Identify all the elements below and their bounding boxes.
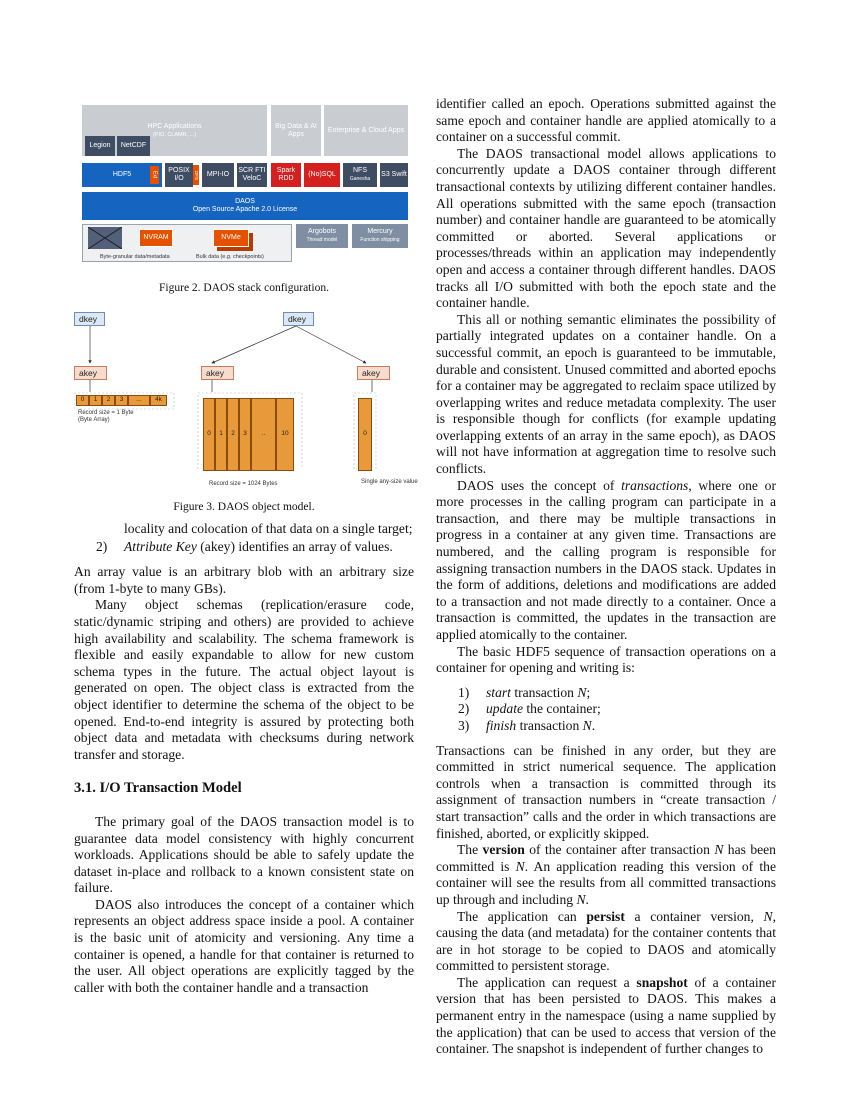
list-item <box>436 718 776 735</box>
akey-2: akey <box>201 366 234 380</box>
crossed-box <box>88 227 122 249</box>
transaction-ops-list <box>436 685 776 735</box>
left-column <box>74 96 418 996</box>
paragraph: Many object schemas (replication/erasure code, static/dynamic striping and others) are provided to achieve high availability and scalability. The schema framework is flexible and easily expandable to allow for new custom schema types in the future. The actual object layout is generated on open. The object class is extracted from the object identifier to determine the schema of the object to be opened. End-to-end integrity is assured by protecting both object data and metadata with checksums during network transfer and storage. <box>74 597 414 762</box>
nfs-box <box>343 163 377 187</box>
list-item-text: . <box>591 717 596 733</box>
posix-box <box>165 163 193 187</box>
list-number: 2) <box>96 538 108 554</box>
dfs-box <box>193 165 199 185</box>
list-number: 1) <box>458 684 470 700</box>
bigdata-label: Big Data & AI Apps <box>275 122 317 138</box>
spark-label: Spark RDD <box>276 167 296 182</box>
figure-3 <box>74 309 418 513</box>
paragraph: This all or nothing semantic eliminates the possibility of partially integrated updates on a container handle. On a successful commit, an epoch is guaranteed to be immutable, durable and consistent. Unused committed and aborted epochs for a container may be aggregated to reclaim space utilized by overlapping writes and reduce metadata complexity. The user is responsible though for conflicts (for example updating overlapping extents of an array in the same epoch), as DAOS will not have information at aggregation time to resolve such conflicts. <box>436 311 776 477</box>
n-var: N <box>577 684 587 700</box>
nvme-box <box>213 229 249 247</box>
paragraph <box>436 842 776 908</box>
attribute-key-term: Attribute Key <box>124 538 197 554</box>
nvram-label: NVRAM <box>143 234 169 241</box>
text-span: of a container version that has been persisted to DAOS. This makes a permanent entry in the namespace (using a name supplied by the application) that can be used to access that version of the container. The snapshot is independent of further changes to <box>436 974 776 1057</box>
list-item <box>436 685 776 702</box>
enterprise-label: Enterprise & Cloud Apps <box>327 126 405 134</box>
text-span: The application can <box>457 908 587 924</box>
mpiio-label: MPI-IO <box>206 171 230 178</box>
bulk-data-label: Bulk data (e.g. checkpoints) <box>196 254 264 260</box>
n-var: N <box>515 858 525 874</box>
argobots-label: Argobots <box>307 228 337 235</box>
mercury-sub: Function shipping <box>360 237 400 243</box>
daos-label: DAOS <box>235 198 255 205</box>
ext-label: Ext <box>151 171 158 179</box>
record-size-1024-label: Record size = 1024 Bytes <box>209 481 278 487</box>
list-item-cont <box>74 521 414 538</box>
legion-box <box>85 136 115 156</box>
posix-label: POSIX I/O <box>168 167 190 182</box>
byte-cell: ... <box>128 395 150 406</box>
byte-granular-label: Byte-granular data/metadata <box>100 254 170 260</box>
persist-term: persist <box>586 908 625 924</box>
n-var: N <box>763 908 773 924</box>
paragraph: An array value is an arbitrary blob with an arbitrary size (from 1-byte to many GBs). <box>74 564 414 596</box>
list-item-text: transaction <box>510 684 578 700</box>
object-key-list <box>74 521 414 555</box>
operation-term: update <box>486 701 523 717</box>
akey-3: akey <box>357 366 390 380</box>
text-span: a container version, <box>624 908 764 924</box>
byte-cell: 4k <box>150 395 167 406</box>
scr-box <box>237 163 267 187</box>
paragraph: The primary goal of the DAOS transaction model is to guarantee data model consistency with highly concurrent workloads. Applications should be able to safely update the dataset in-place and rollback to a known consistent state on failure. <box>74 813 414 896</box>
list-item <box>436 701 776 718</box>
byte-cell: 1 <box>89 395 102 406</box>
byte-cell: 2 <box>102 395 115 406</box>
list-number: 3) <box>458 717 470 733</box>
ext-box <box>150 166 159 184</box>
scr-label: SCR FTI VeloC <box>238 167 266 182</box>
list-item-text: transaction <box>516 717 583 733</box>
akey-1: akey <box>74 366 107 380</box>
list-item-text: the container; <box>523 701 601 717</box>
enterprise-box <box>324 105 408 156</box>
list-number: 2) <box>458 701 470 717</box>
n-var: N <box>714 842 724 858</box>
record-cell: 0 <box>203 398 215 471</box>
single-value-cell: 0 <box>358 398 372 471</box>
text-span: DAOS uses the concept of <box>457 477 622 493</box>
right-column <box>436 96 776 1058</box>
snapshot-term: snapshot <box>636 974 688 990</box>
nvram-box <box>139 229 173 247</box>
record-cell: 10 <box>276 398 294 471</box>
list-item-2 <box>74 539 414 556</box>
legion-label: Legion <box>89 142 111 149</box>
text-span: . An application reading this version of the container will see the results from all committed transactions up through and including <box>436 858 776 907</box>
figure-2-caption: Figure 2. DAOS stack configuration. <box>159 282 329 294</box>
text-span: has been committed is <box>436 842 776 874</box>
record-size-1-label: Record size = 1 Byte <box>78 410 134 416</box>
cross-icon <box>88 227 122 249</box>
record-cell: .. <box>251 398 276 471</box>
paragraph: The basic HDF5 sequence of transaction operations on a container for opening and writing is: <box>436 643 776 676</box>
dkey-right: dkey <box>283 312 314 326</box>
daos-sub: Open Source Apache 2.0 License <box>192 206 298 213</box>
nosql-box <box>304 163 340 187</box>
argobots-sub: Thread model <box>306 237 338 243</box>
nfs-sub: Ganesha <box>349 176 371 182</box>
mpiio-box <box>202 163 234 187</box>
bigdata-box <box>271 105 321 156</box>
figure-3-caption: Figure 3. DAOS object model. <box>173 501 315 513</box>
record-cell: 1 <box>215 398 227 471</box>
record-cell: 3 <box>239 398 251 471</box>
single-value-label: Single any-size value <box>361 479 418 485</box>
text-span: The application can request a <box>457 974 637 990</box>
argobots-box <box>296 224 348 248</box>
mercury-label: Mercury <box>367 228 393 235</box>
n-var: N <box>582 717 592 733</box>
text-span: The <box>457 842 483 858</box>
operation-term: finish <box>486 717 517 733</box>
paragraph <box>436 478 776 644</box>
paragraph <box>436 909 776 975</box>
paragraph: DAOS also introduces the concept of a container which represents an object address space inside a pool. A container is the basic unit of atomicity and versioning. Any time a container is opened, a handle for that container is returned to the user. All object operations are explicitly tagged by the caller with both the container handle and a transaction <box>74 896 414 995</box>
nosql-label: (No)SQL <box>308 171 336 178</box>
paragraph: The DAOS transactional model allows applications to concurrently update a DAOS container through different transactional contexts by utilizing different container handles. All operations submitted with the same epoch (transaction number) and container handle are guaranteed to be atomically committed or aborted. Several applications or processes/threads within an application may independently open and access a container through different handles. DAOS tracks all I/O submitted with both the epoch state and the container handle. <box>436 145 776 311</box>
list-item-text: locality and colocation of that data on a single target; <box>124 521 413 536</box>
mercury-box <box>352 224 408 248</box>
netcdf-box <box>117 136 150 156</box>
text-span: . <box>585 891 589 907</box>
dkey-left: dkey <box>74 312 105 326</box>
byte-cell: 3 <box>115 395 128 406</box>
list-item-text: (akey) identifies an array of values. <box>196 538 393 554</box>
list-item-text: ; <box>586 684 591 700</box>
n-var: N <box>576 891 586 907</box>
text-span: , causing the data (and metadata) for the container contents that are in hot storage to be copied to DAOS and atomically committed to persistent storage. <box>436 908 776 974</box>
nvme-label: NVMe <box>221 234 241 241</box>
text-span: , where one or more processes in the calling program can participate in a transaction, and there may be multiple transactions in progress in a container at any given time. Transactions are numbered, and the calling program is responsible for assigning transaction numbers in the DAOS stack. Updates in the form of additions, deletions and modifications are added to a transaction and not made directly to a container. Once a transaction is committed, the updates in the transaction are applied atomically to the container. <box>436 477 776 642</box>
byte-cell: 0 <box>76 395 89 406</box>
operation-term: start <box>486 684 511 700</box>
version-term: version <box>482 842 525 858</box>
s3-box <box>380 163 408 187</box>
hpc-apps-sub: (PIO, CLAMR, ...) <box>152 131 197 138</box>
nfs-label: NFS <box>353 167 367 174</box>
text-span: of the container after transaction <box>524 842 715 858</box>
daos-box <box>82 192 408 220</box>
paragraph: Transactions can be finished in any order, but they are committed in strict numerical sequence. The application controls when a transaction is committed through its assignment of transaction numbers in “create transaction / start transaction” calls and the order in which transactions are finished, aborted, or explicitly skipped. <box>436 742 776 841</box>
paragraph <box>436 975 776 1058</box>
transactions-term: transactions <box>621 477 689 493</box>
dfs-label: DFS <box>194 170 199 180</box>
record-cell: 2 <box>227 398 239 471</box>
s3-label: S3 Swift <box>381 171 407 178</box>
paragraph: identifier called an epoch. Operations submitted against the same epoch and container handle are applied atomically to a container on a successful commit. <box>436 96 776 145</box>
byte-array-label: (Byte Array) <box>78 417 110 423</box>
hdf5-label: HDF5 <box>112 171 132 178</box>
hpc-apps-label: HPC Applications <box>147 122 202 130</box>
figure-2 <box>74 96 414 294</box>
spark-box <box>271 163 301 187</box>
section-heading: 3.1. I/O Transaction Model <box>74 780 242 797</box>
netcdf-label: NetCDF <box>120 142 147 149</box>
